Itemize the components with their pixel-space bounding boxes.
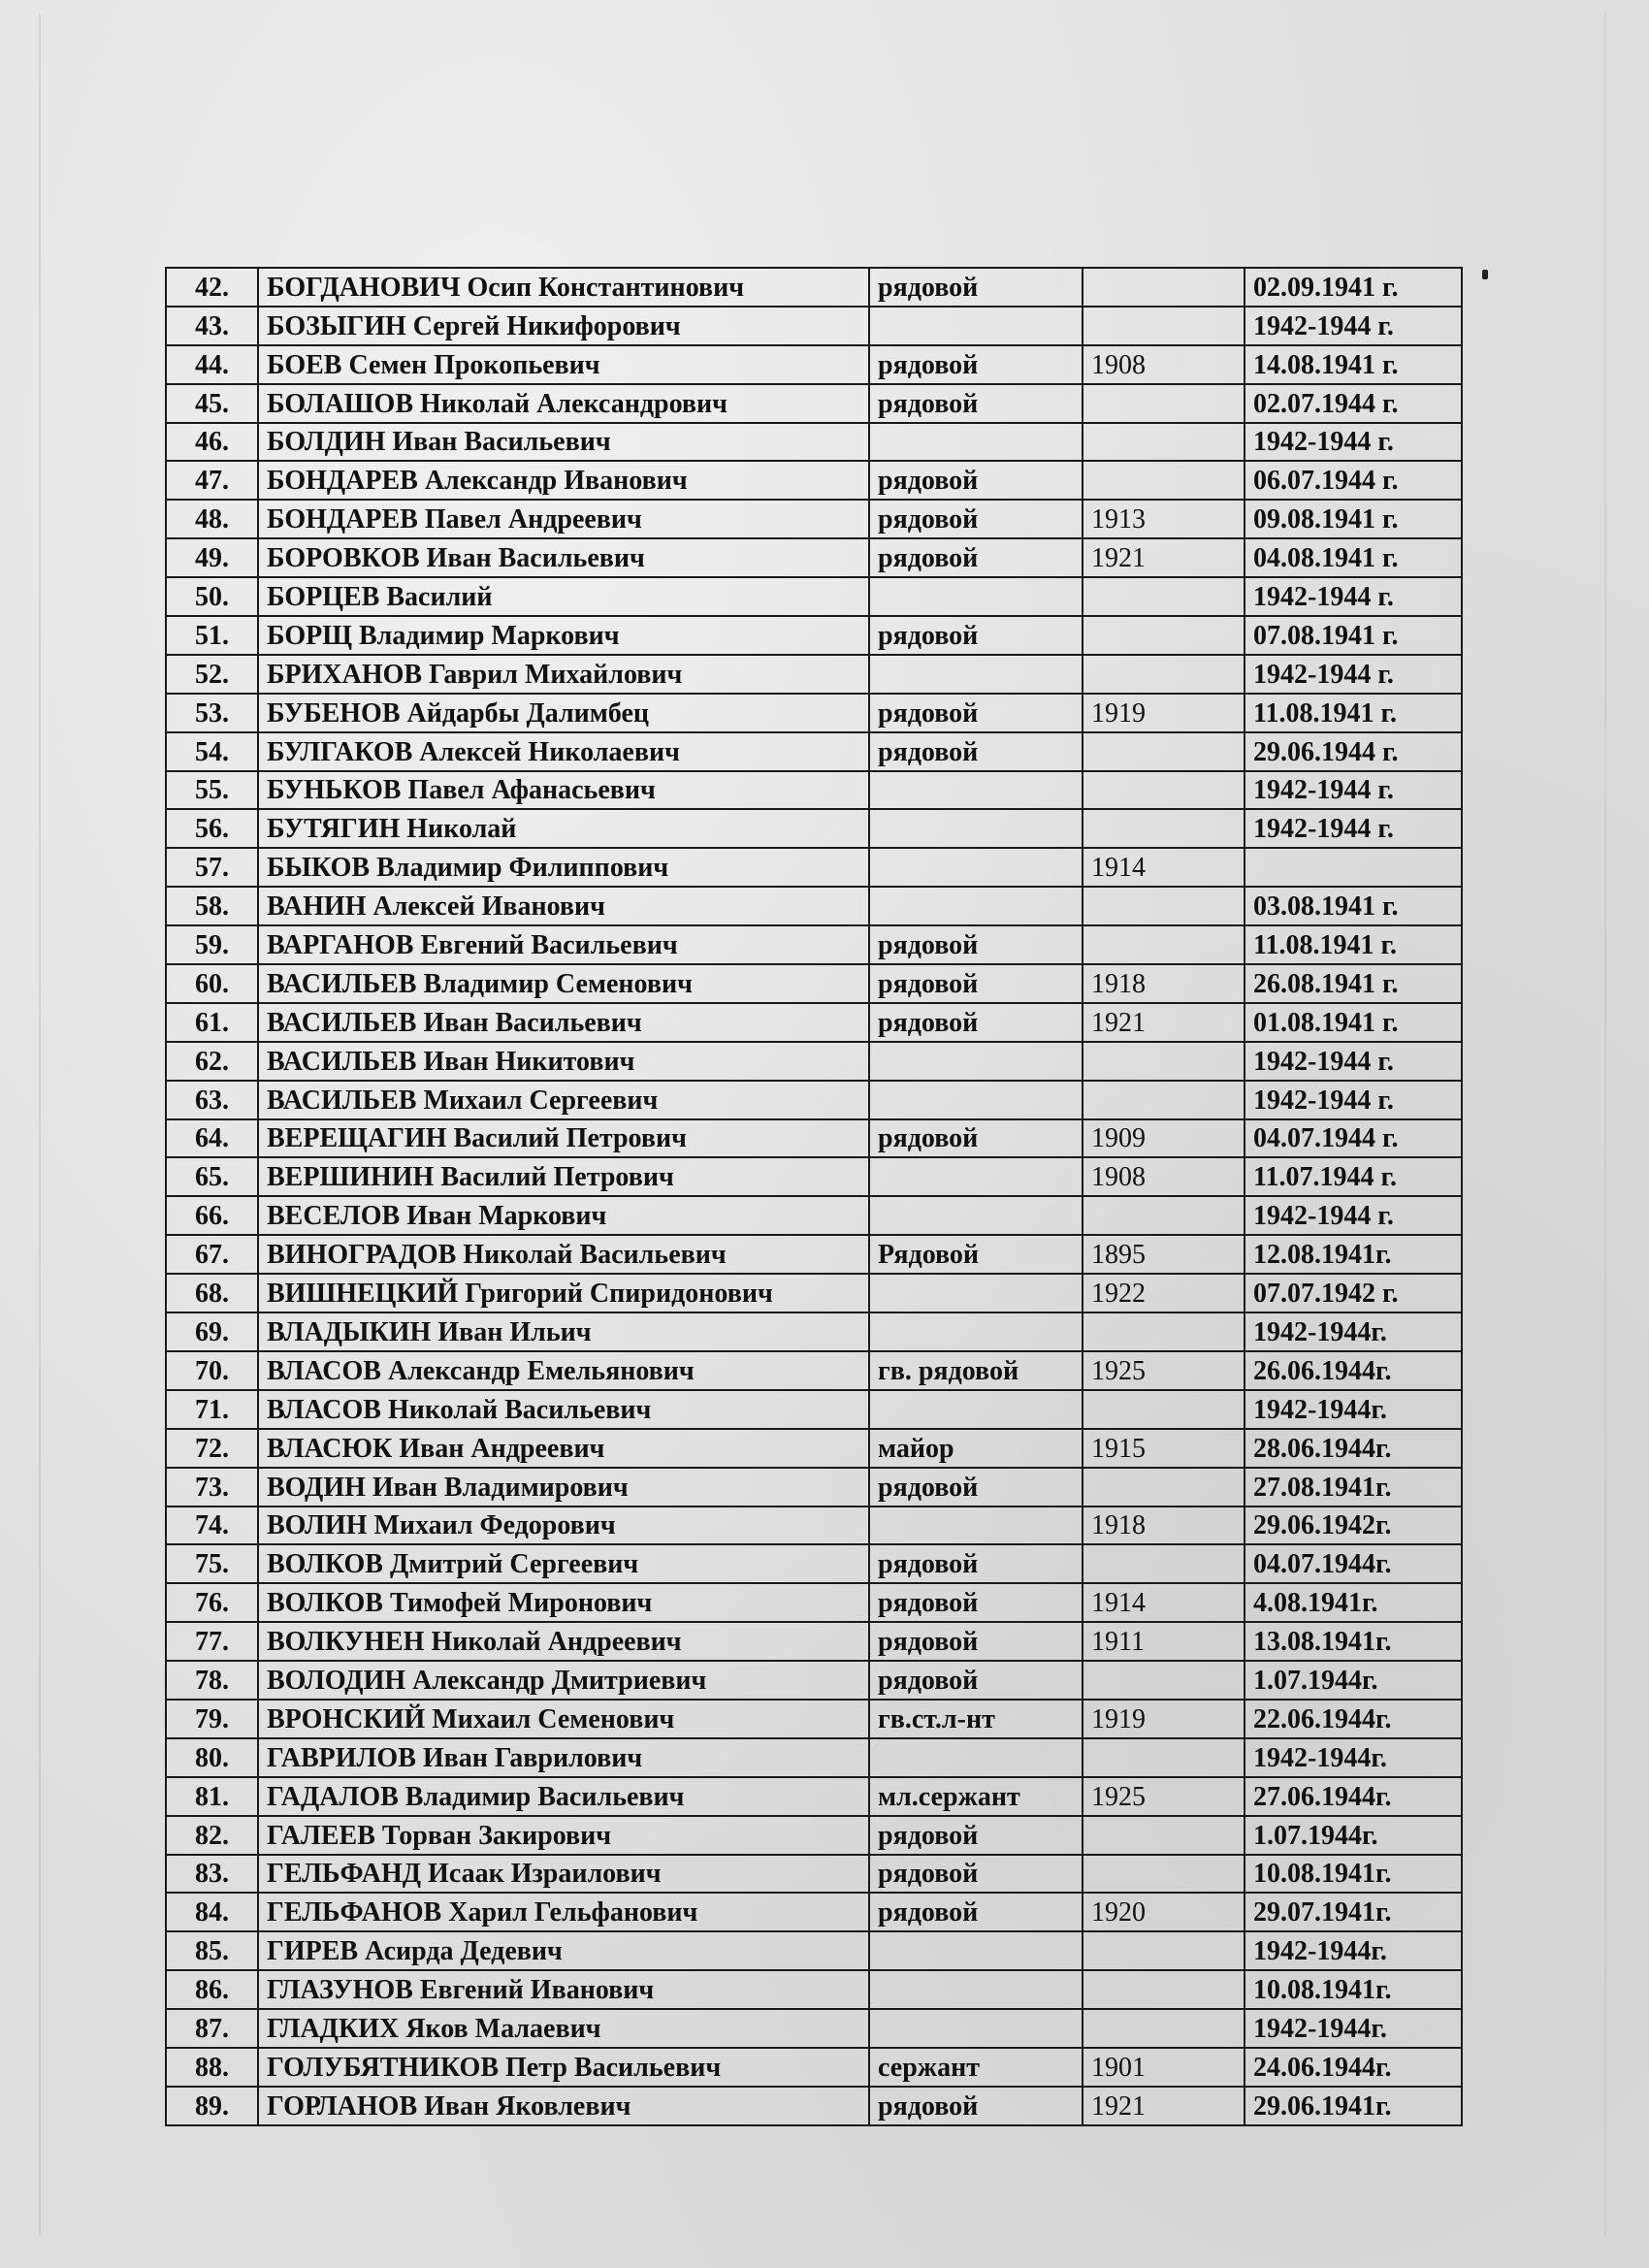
military-rank [869, 809, 1083, 848]
table-row [166, 809, 1462, 848]
death-date: 1942-1944 г. [1245, 809, 1462, 848]
row-number: 61. [166, 1003, 258, 1042]
row-number: 88. [166, 2048, 258, 2087]
row-number: 81. [166, 1777, 258, 1816]
row-number: 46. [166, 423, 258, 462]
birth-year [1083, 1544, 1245, 1583]
person-name: БОЛАШОВ Николай Александрович [258, 384, 869, 423]
birth-year [1083, 2009, 1245, 2048]
person-name: ВЛАСОВ Николай Васильевич [258, 1390, 869, 1429]
row-number: 67. [166, 1235, 258, 1274]
person-name: ВОЛИН Михаил Федорович [258, 1507, 869, 1545]
military-rank: гв. рядовой [869, 1351, 1083, 1390]
military-rank: рядовой [869, 732, 1083, 771]
row-number: 58. [166, 887, 258, 925]
table-row [166, 423, 1462, 462]
table-row [166, 1157, 1462, 1196]
person-name: ВОЛКОВ Тимофей Миронович [258, 1583, 869, 1622]
person-name: ВОЛОДИН Александр Дмитриевич [258, 1661, 869, 1700]
row-number: 47. [166, 461, 258, 500]
table-row [166, 461, 1462, 500]
person-name: ВАСИЛЬЕВ Владимир Семенович [258, 964, 869, 1003]
birth-year: 1921 [1083, 2087, 1245, 2125]
table-row [166, 1196, 1462, 1235]
death-date: 29.06.1944 г. [1245, 732, 1462, 771]
row-number: 52. [166, 655, 258, 694]
person-name: БУЛГАКОВ Алексей Николаевич [258, 732, 869, 771]
row-number: 50. [166, 577, 258, 616]
ink-speck [1482, 270, 1488, 279]
military-rank: рядовой [869, 538, 1083, 577]
person-name: БЫКОВ Владимир Филиппович [258, 848, 869, 887]
table-row [166, 1119, 1462, 1158]
row-number: 44. [166, 345, 258, 384]
death-date: 26.06.1944г. [1245, 1351, 1462, 1390]
birth-year [1083, 616, 1245, 655]
military-rank: рядовой [869, 1583, 1083, 1622]
death-date: 04.07.1944г. [1245, 1544, 1462, 1583]
table-row [166, 925, 1462, 964]
death-date: 07.07.1942 г. [1245, 1274, 1462, 1312]
row-number: 73. [166, 1468, 258, 1507]
row-number: 89. [166, 2087, 258, 2125]
row-number: 42. [166, 268, 258, 307]
row-number: 87. [166, 2009, 258, 2048]
table-row [166, 1970, 1462, 2009]
birth-year [1083, 1468, 1245, 1507]
table-row [166, 1351, 1462, 1390]
row-number: 79. [166, 1700, 258, 1738]
birth-year: 1913 [1083, 500, 1245, 538]
person-name: БОЛДИН Иван Васильевич [258, 423, 869, 462]
death-date: 4.08.1941г. [1245, 1583, 1462, 1622]
row-number: 71. [166, 1390, 258, 1429]
military-rank: рядовой [869, 1544, 1083, 1583]
military-rank: рядовой [869, 964, 1083, 1003]
birth-year [1083, 1081, 1245, 1119]
birth-year [1083, 1816, 1245, 1855]
birth-year: 1908 [1083, 345, 1245, 384]
table-row [166, 1661, 1462, 1700]
military-rank [869, 1274, 1083, 1312]
death-date: 27.08.1941г. [1245, 1468, 1462, 1507]
military-rank: рядовой [869, 616, 1083, 655]
birth-year [1083, 771, 1245, 810]
table-row [166, 2087, 1462, 2125]
birth-year [1083, 1196, 1245, 1235]
death-date: 07.08.1941 г. [1245, 616, 1462, 655]
person-name: ВЕРЕЩАГИН Василий Петрович [258, 1119, 869, 1158]
death-date: 22.06.1944г. [1245, 1700, 1462, 1738]
person-name: ВАНИН Алексей Иванович [258, 887, 869, 925]
person-name: ВАСИЛЬЕВ Иван Васильевич [258, 1003, 869, 1042]
military-rank [869, 1312, 1083, 1351]
row-number: 86. [166, 1970, 258, 2009]
row-number: 56. [166, 809, 258, 848]
table-row [166, 307, 1462, 345]
person-name: ВЛАСЮК Иван Андреевич [258, 1429, 869, 1468]
military-rank [869, 771, 1083, 810]
death-date: 02.07.1944 г. [1245, 384, 1462, 423]
military-rank: рядовой [869, 1893, 1083, 1931]
death-date: 27.06.1944г. [1245, 1777, 1462, 1816]
row-number: 53. [166, 694, 258, 732]
row-number: 48. [166, 500, 258, 538]
table-row [166, 2009, 1462, 2048]
death-date: 01.08.1941 г. [1245, 1003, 1462, 1042]
table-row [166, 655, 1462, 694]
row-number: 69. [166, 1312, 258, 1351]
birth-year [1083, 1312, 1245, 1351]
military-rank: рядовой [869, 1003, 1083, 1042]
person-name: ГАДАЛОВ Владимир Васильевич [258, 1777, 869, 1816]
person-name: ВАСИЛЬЕВ Иван Никитович [258, 1042, 869, 1081]
birth-year [1083, 732, 1245, 771]
row-number: 62. [166, 1042, 258, 1081]
row-number: 54. [166, 732, 258, 771]
death-date: 1942-1944 г. [1245, 655, 1462, 694]
death-date: 11.07.1944 г. [1245, 1157, 1462, 1196]
person-name: ВЛАСОВ Александр Емельянович [258, 1351, 869, 1390]
death-date: 09.08.1941 г. [1245, 500, 1462, 538]
birth-year [1083, 423, 1245, 462]
military-rank: рядовой [869, 500, 1083, 538]
birth-year [1083, 887, 1245, 925]
table-row [166, 1081, 1462, 1119]
table-row [166, 1738, 1462, 1777]
person-name: ВЕСЕЛОВ Иван Маркович [258, 1196, 869, 1235]
table-row [166, 1235, 1462, 1274]
person-name: ГАЛЕЕВ Торван Закирович [258, 1816, 869, 1855]
table-row [166, 1429, 1462, 1468]
row-number: 63. [166, 1081, 258, 1119]
table-row [166, 1507, 1462, 1545]
person-name: ВИШНЕЦКИЙ Григорий Спиридонович [258, 1274, 869, 1312]
row-number: 83. [166, 1855, 258, 1894]
person-name: ВОЛКОВ Дмитрий Сергеевич [258, 1544, 869, 1583]
table-row [166, 538, 1462, 577]
person-name: ГИРЕВ Асирда Дедевич [258, 1931, 869, 1970]
row-number: 77. [166, 1622, 258, 1661]
table-row [166, 1544, 1462, 1583]
military-rank [869, 1970, 1083, 2009]
person-name: ГЕЛЬФАНОВ Харил Гельфанович [258, 1893, 869, 1931]
row-number: 68. [166, 1274, 258, 1312]
person-name: БОРЩ Владимир Маркович [258, 616, 869, 655]
table-row [166, 616, 1462, 655]
death-date: 1942-1944г. [1245, 2009, 1462, 2048]
military-rank: Рядовой [869, 1235, 1083, 1274]
table-row [166, 1312, 1462, 1351]
birth-year [1083, 268, 1245, 307]
person-name: БУНЬКОВ Павел Афанасьевич [258, 771, 869, 810]
death-date: 1942-1944г. [1245, 1390, 1462, 1429]
death-date: 04.07.1944 г. [1245, 1119, 1462, 1158]
military-rank [869, 1157, 1083, 1196]
row-number: 57. [166, 848, 258, 887]
table-row [166, 345, 1462, 384]
row-number: 66. [166, 1196, 258, 1235]
military-rank [869, 1931, 1083, 1970]
person-name: ГЛАЗУНОВ Евгений Иванович [258, 1970, 869, 2009]
person-name: ВАСИЛЬЕВ Михаил Сергеевич [258, 1081, 869, 1119]
military-rank [869, 1507, 1083, 1545]
table-row [166, 2048, 1462, 2087]
death-date: 1.07.1944г. [1245, 1661, 1462, 1700]
birth-year: 1919 [1083, 1700, 1245, 1738]
death-date: 13.08.1941г. [1245, 1622, 1462, 1661]
death-date: 04.08.1941 г. [1245, 538, 1462, 577]
birth-year [1083, 461, 1245, 500]
birth-year [1083, 1855, 1245, 1894]
table-row [166, 1003, 1462, 1042]
military-rank: мл.сержант [869, 1777, 1083, 1816]
death-date: 14.08.1941 г. [1245, 345, 1462, 384]
person-name: БУБЕНОВ Айдарбы Далимбец [258, 694, 869, 732]
person-name: ГОРЛАНОВ Иван Яковлевич [258, 2087, 869, 2125]
birth-year: 1895 [1083, 1235, 1245, 1274]
person-name: БОРЦЕВ Василий [258, 577, 869, 616]
table-row [166, 848, 1462, 887]
table-row [166, 1816, 1462, 1855]
row-number: 72. [166, 1429, 258, 1468]
table-row [166, 1468, 1462, 1507]
military-rank: рядовой [869, 1816, 1083, 1855]
death-date: 28.06.1944г. [1245, 1429, 1462, 1468]
birth-year: 1921 [1083, 1003, 1245, 1042]
death-date: 06.07.1944 г. [1245, 461, 1462, 500]
death-date: 10.08.1941г. [1245, 1970, 1462, 2009]
table-row [166, 964, 1462, 1003]
military-rank: гв.ст.л-нт [869, 1700, 1083, 1738]
table-row [166, 1777, 1462, 1816]
row-number: 78. [166, 1661, 258, 1700]
military-rank: рядовой [869, 1622, 1083, 1661]
birth-year [1083, 577, 1245, 616]
person-name: ГОЛУБЯТНИКОВ Петр Васильевич [258, 2048, 869, 2087]
military-rank [869, 1390, 1083, 1429]
table-row [166, 1931, 1462, 1970]
birth-year [1083, 1931, 1245, 1970]
table-row [166, 577, 1462, 616]
military-rank [869, 1081, 1083, 1119]
birth-year [1083, 925, 1245, 964]
military-rank: рядовой [869, 1468, 1083, 1507]
table-row [166, 268, 1462, 307]
person-name: ВАРГАНОВ Евгений Васильевич [258, 925, 869, 964]
row-number: 82. [166, 1816, 258, 1855]
birth-year: 1922 [1083, 1274, 1245, 1312]
death-date: 12.08.1941г. [1245, 1235, 1462, 1274]
death-date: 1.07.1944г. [1245, 1816, 1462, 1855]
row-number: 49. [166, 538, 258, 577]
military-rank: сержант [869, 2048, 1083, 2087]
person-name: ВОЛКУНЕН Николай Андреевич [258, 1622, 869, 1661]
military-rank: рядовой [869, 694, 1083, 732]
row-number: 51. [166, 616, 258, 655]
table-row [166, 500, 1462, 538]
death-date: 02.09.1941 г. [1245, 268, 1462, 307]
death-date: 11.08.1941 г. [1245, 925, 1462, 964]
military-rank: рядовой [869, 268, 1083, 307]
birth-year [1083, 1390, 1245, 1429]
birth-year [1083, 809, 1245, 848]
military-rank [869, 1738, 1083, 1777]
table-row [166, 1622, 1462, 1661]
person-name: БРИХАНОВ Гаврил Михайлович [258, 655, 869, 694]
birth-year: 1925 [1083, 1351, 1245, 1390]
row-number: 75. [166, 1544, 258, 1583]
birth-year [1083, 655, 1245, 694]
military-rank: рядовой [869, 1855, 1083, 1894]
table-row [166, 384, 1462, 423]
table-row [166, 732, 1462, 771]
table-row [166, 1583, 1462, 1622]
military-rank: рядовой [869, 2087, 1083, 2125]
row-number: 70. [166, 1351, 258, 1390]
birth-year [1083, 384, 1245, 423]
death-date: 29.07.1941г. [1245, 1893, 1462, 1931]
birth-year: 1920 [1083, 1893, 1245, 1931]
death-date: 03.08.1941 г. [1245, 887, 1462, 925]
death-date: 1942-1944 г. [1245, 1042, 1462, 1081]
military-rank [869, 307, 1083, 345]
death-date: 26.08.1941 г. [1245, 964, 1462, 1003]
person-name: БОРОВКОВ Иван Васильевич [258, 538, 869, 577]
table-row [166, 1700, 1462, 1738]
birth-year: 1918 [1083, 964, 1245, 1003]
death-date: 1942-1944г. [1245, 1931, 1462, 1970]
military-rank: рядовой [869, 384, 1083, 423]
table-row [166, 887, 1462, 925]
person-name: БОГДАНОВИЧ Осип Константинович [258, 268, 869, 307]
person-name: БОНДАРЕВ Александр Иванович [258, 461, 869, 500]
birth-year: 1921 [1083, 538, 1245, 577]
table-row [166, 1390, 1462, 1429]
casualty-list-table [165, 267, 1463, 2126]
person-name: БОЕВ Семен Прокопьевич [258, 345, 869, 384]
military-rank [869, 577, 1083, 616]
military-rank [869, 2009, 1083, 2048]
row-number: 60. [166, 964, 258, 1003]
death-date: 10.08.1941г. [1245, 1855, 1462, 1894]
person-name: ГАВРИЛОВ Иван Гаврилович [258, 1738, 869, 1777]
row-number: 43. [166, 307, 258, 345]
birth-year [1083, 1738, 1245, 1777]
table-body [166, 268, 1462, 2125]
birth-year: 1901 [1083, 2048, 1245, 2087]
person-name: БУТЯГИН Николай [258, 809, 869, 848]
birth-year: 1911 [1083, 1622, 1245, 1661]
table-row [166, 771, 1462, 810]
military-rank: рядовой [869, 345, 1083, 384]
military-rank: рядовой [869, 925, 1083, 964]
birth-year: 1908 [1083, 1157, 1245, 1196]
person-name: ГЛАДКИХ Яков Малаевич [258, 2009, 869, 2048]
death-date: 24.06.1944г. [1245, 2048, 1462, 2087]
death-date: 1942-1944 г. [1245, 307, 1462, 345]
death-date: 1942-1944 г. [1245, 771, 1462, 810]
table-row [166, 1042, 1462, 1081]
death-date: 1942-1944 г. [1245, 1081, 1462, 1119]
birth-year: 1909 [1083, 1119, 1245, 1158]
death-date: 1942-1944 г. [1245, 423, 1462, 462]
birth-year: 1915 [1083, 1429, 1245, 1468]
birth-year [1083, 307, 1245, 345]
table-row [166, 1893, 1462, 1931]
table-row [166, 1274, 1462, 1312]
birth-year [1083, 1042, 1245, 1081]
military-rank: рядовой [869, 461, 1083, 500]
row-number: 65. [166, 1157, 258, 1196]
person-name: ВЕРШИНИН Василий Петрович [258, 1157, 869, 1196]
death-date: 1942-1944 г. [1245, 577, 1462, 616]
birth-year: 1925 [1083, 1777, 1245, 1816]
death-date: 1942-1944г. [1245, 1312, 1462, 1351]
person-name: ВИНОГРАДОВ Николай Васильевич [258, 1235, 869, 1274]
row-number: 74. [166, 1507, 258, 1545]
death-date: 29.06.1941г. [1245, 2087, 1462, 2125]
row-number: 64. [166, 1119, 258, 1158]
birth-year [1083, 1661, 1245, 1700]
death-date [1245, 848, 1462, 887]
military-rank [869, 1196, 1083, 1235]
row-number: 55. [166, 771, 258, 810]
person-name: БОНДАРЕВ Павел Андреевич [258, 500, 869, 538]
table-row [166, 1855, 1462, 1894]
birth-year: 1914 [1083, 848, 1245, 887]
military-rank [869, 655, 1083, 694]
birth-year: 1918 [1083, 1507, 1245, 1545]
death-date: 11.08.1941 г. [1245, 694, 1462, 732]
death-date: 1942-1944 г. [1245, 1196, 1462, 1235]
person-name: ГЕЛЬФАНД Исаак Израилович [258, 1855, 869, 1894]
death-date: 29.06.1942г. [1245, 1507, 1462, 1545]
death-date: 1942-1944г. [1245, 1738, 1462, 1777]
row-number: 80. [166, 1738, 258, 1777]
table-row [166, 694, 1462, 732]
military-rank [869, 1042, 1083, 1081]
birth-year [1083, 1970, 1245, 2009]
military-rank [869, 887, 1083, 925]
person-name: БОЗЫГИН Сергей Никифорович [258, 307, 869, 345]
row-number: 45. [166, 384, 258, 423]
row-number: 84. [166, 1893, 258, 1931]
person-name: ВОДИН Иван Владимирович [258, 1468, 869, 1507]
military-rank: рядовой [869, 1661, 1083, 1700]
person-name: ВЛАДЫКИН Иван Ильич [258, 1312, 869, 1351]
row-number: 59. [166, 925, 258, 964]
row-number: 85. [166, 1931, 258, 1970]
row-number: 76. [166, 1583, 258, 1622]
military-rank: рядовой [869, 1119, 1083, 1158]
birth-year: 1919 [1083, 694, 1245, 732]
military-rank [869, 848, 1083, 887]
birth-year: 1914 [1083, 1583, 1245, 1622]
military-rank: майор [869, 1429, 1083, 1468]
military-rank [869, 423, 1083, 462]
person-name: ВРОНСКИЙ Михаил Семенович [258, 1700, 869, 1738]
